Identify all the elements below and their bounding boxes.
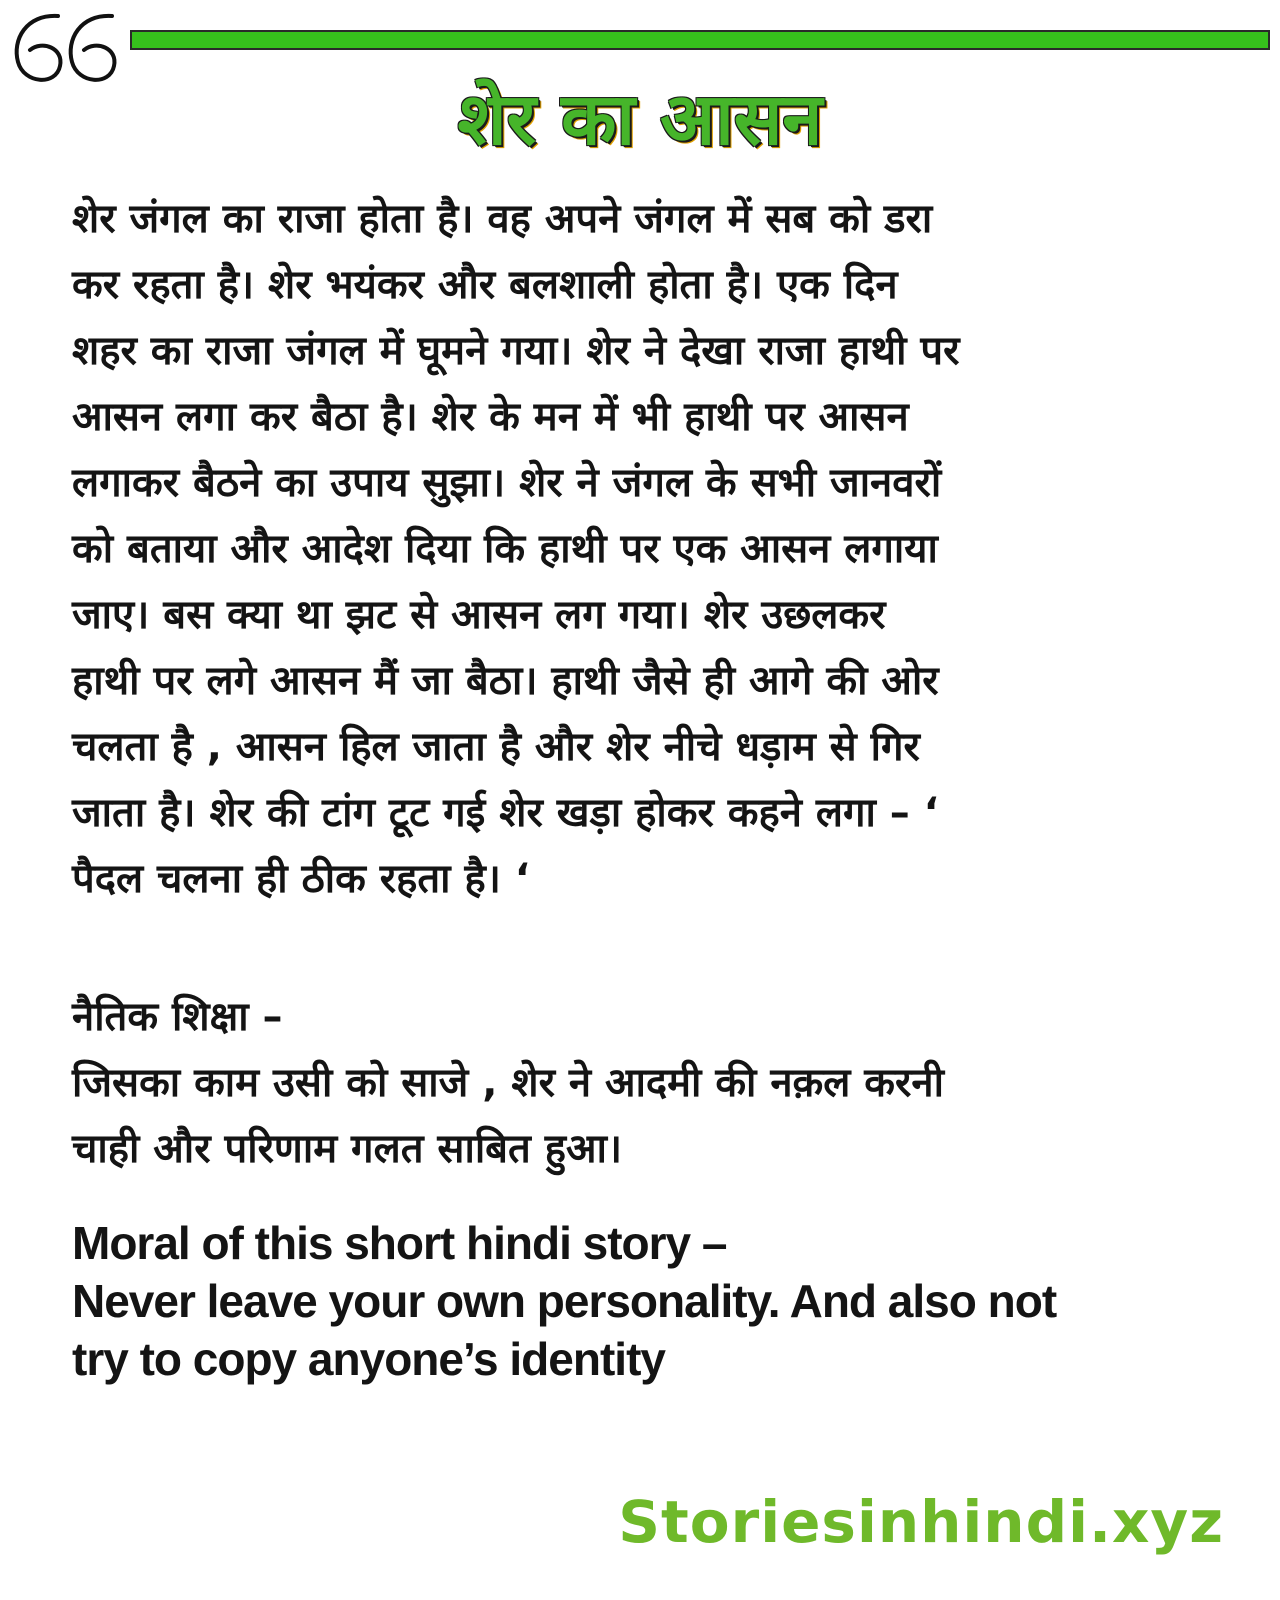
english-moral-line: Never leave your own personality. And also not bbox=[72, 1275, 1057, 1327]
story-line: जाता है। शेर की टांग टूट गई शेर खड़ा होकर कहने लगा – ‘ bbox=[72, 790, 939, 836]
moral-heading-hindi: नैतिक शिक्षा – bbox=[72, 994, 283, 1040]
story-title: शेर का आसन bbox=[457, 77, 823, 161]
story-body bbox=[72, 186, 1222, 912]
story-line: शेर जंगल का राजा होता है। वह अपने जंगल में सब को डरा bbox=[72, 196, 933, 242]
moral-english bbox=[72, 1214, 1222, 1388]
moral-line: जिसका काम उसी को साजे , शेर ने आदमी की नक़ल करनी bbox=[72, 1060, 944, 1106]
story-line: लगाकर बैठने का उपाय सुझा। शेर ने जंगल के सभी जानवरों bbox=[72, 460, 942, 506]
story-line: कर रहता है। शेर भयंकर और बलशाली होता है। एक दिन bbox=[72, 262, 898, 308]
story-line: चलता है , आसन हिल जाता है और शेर नीचे धड़ाम से गिर bbox=[72, 724, 920, 770]
story-line: को बताया और आदेश दिया कि हाथी पर एक आसन लगाया bbox=[72, 526, 938, 572]
story-line: आसन लगा कर बैठा है। शेर के मन में भी हाथी पर आसन bbox=[72, 394, 909, 440]
story-line: हाथी पर लगे आसन मैं जा बैठा। हाथी जैसे ही आगे की ओर bbox=[72, 658, 939, 704]
english-moral-heading: Moral of this short hindi story – bbox=[72, 1217, 727, 1269]
english-moral-line: try to copy anyone’s identity bbox=[72, 1333, 665, 1385]
header-green-bar bbox=[130, 30, 1270, 50]
site-watermark: Storiesinhindi.xyz bbox=[618, 1488, 1224, 1556]
story-line: जाए। बस क्या था झट से आसन लग गया। शेर उछलकर bbox=[72, 592, 886, 638]
story-line: पैदल चलना ही ठीक रहता है। ‘ bbox=[72, 856, 530, 902]
moral-line: चाही और परिणाम गलत साबित हुआ। bbox=[72, 1126, 623, 1172]
story-line: शहर का राजा जंगल में घूमने गया। शेर ने देखा राजा हाथी पर bbox=[72, 328, 960, 374]
moral-text-hindi bbox=[72, 1050, 1222, 1182]
